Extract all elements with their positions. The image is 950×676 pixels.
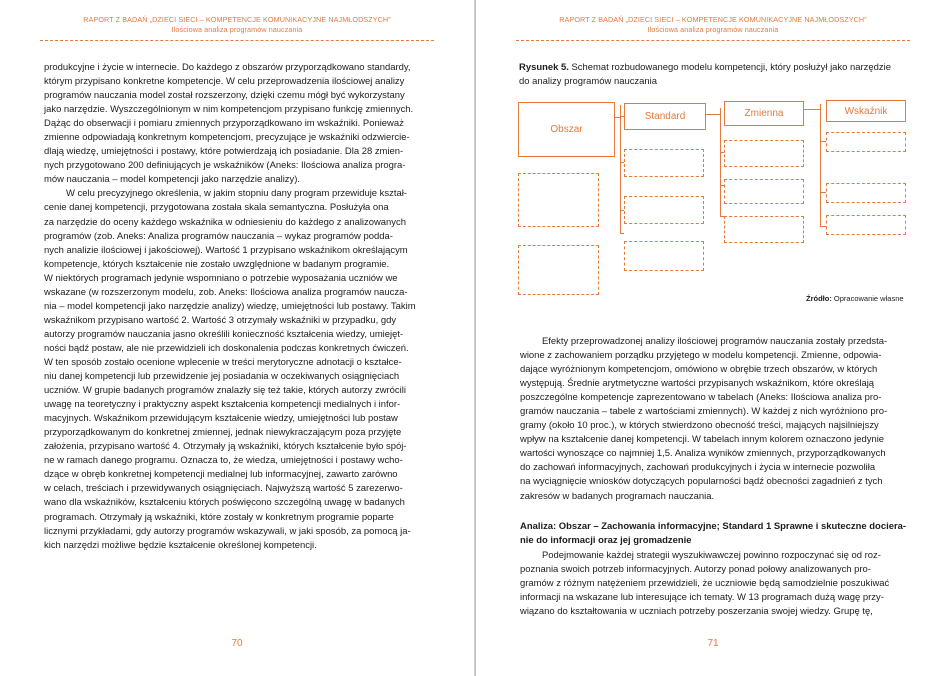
connector-line (706, 114, 720, 115)
text-line: wskaźnikom przypisano wartość 2. Wartość 3 otrzymały wskaźniki w przypadku, gdy (44, 314, 397, 326)
text-line: W ten sposób zostało ocenione wplecenie w treści merytoryczne adnotacji o kształce- (44, 356, 402, 368)
wskaznik-placeholder-box (826, 215, 906, 235)
text-line: uczniów. W grupie badanych programów znalazły się też takie, których autorzy zwrócili (44, 385, 406, 397)
figure-caption-line: Schemat rozbudowanego modelu kompetencji, który posłużył jako narzędzie (568, 62, 891, 73)
obszar-placeholder-box (518, 245, 599, 295)
left-body-text (44, 61, 433, 553)
connector-line (620, 105, 621, 233)
text-line: poszczególne kompetencje zaprezentowano w tabelach (Aneks: Ilościowa analiza pro- (520, 392, 882, 404)
text-line: zakresów w badanych programach nauczania. (520, 490, 715, 502)
text-line: ności bądź postaw, ale nie przewidzieli ich doskonalenia podczas konkretnych ćwiczeń. (44, 342, 409, 354)
standard-box: Standard (624, 103, 706, 130)
text-line: dające wyróżnionym kompetencjom, omówiono w obrębie trzech obszarów, w których (520, 364, 878, 376)
right-page (476, 0, 950, 676)
right-paragraph-2 (520, 549, 909, 619)
text-line: programach. Otrzymały ją wskaźniki, które zostały w konkretnym programie poparte (44, 511, 394, 523)
figure-caption (519, 61, 914, 89)
text-line: na wyciągnięcie wniosków dotyczących popularności bądź obecności zagadnień z tych (520, 476, 883, 488)
text-line: gramów nauczania – tabele z wartościami zmiennych). W każdej z nich wyróżniono pro- (520, 406, 888, 418)
text-line: Podejmowanie każdej strategii wyszukiwawczej powinno rozpoczynać się od roz- (542, 550, 881, 561)
text-line: za narzędzie do oceny każdego wskaźnika w odniesieniu do każdego z analizowanych (44, 216, 406, 228)
text-line: założenia, przypisano wartość 4. Otrzymały ją wskaźniki, których kształcenie było spój- (44, 441, 407, 453)
running-head-subtitle: Ilościowa analiza programów nauczania (647, 25, 779, 34)
text-line: wano dla wskaźników, kształceniu których poświęcono szczególną uwagę w badanych (44, 497, 405, 509)
standard-placeholder-box (624, 149, 704, 177)
wskaznik-box: Wskaźnik (826, 100, 906, 122)
heading-line: Analiza: Obszar – Zachowania informacyjne; Standard 1 Sprawne i skuteczne dociera- (520, 521, 907, 532)
obszar-box: Obszar (518, 102, 615, 157)
text-line: nia – model kompetencji jako narzędzie analizy) wiedzę, umiejętności lub postawy. Takim (44, 300, 416, 312)
source-text: Opracowanie własne (831, 294, 904, 303)
text-line: w celach, treściach i przewidywanych osiągnięciach. Najwyższą wartość 5 zarezerwo- (44, 483, 403, 495)
text-line: jako narzędzie. Wyszczególnionym w nim kompetencjom przypisano funkcję zmiennych. (44, 104, 414, 116)
competency-model-diagram (518, 100, 912, 290)
source-label: Źródło: (806, 294, 832, 303)
page-number-left: 70 (231, 638, 243, 649)
figure-caption-line: do analizy programów nauczania (519, 76, 657, 88)
text-line: wartości wynoszące co najmniej 1,5. Analiza wyników zmiennych, przyporządkowanych (520, 448, 886, 460)
text-line: produkcyjne i życie w internecie. Do każdego z obszarów przyporządkowano standardy, (44, 62, 411, 73)
zmienna-placeholder-box (724, 179, 804, 204)
text-line: poznania swoich potrzeb informacyjnych. Autorzy ponad połowy analizowanych pro- (520, 564, 871, 576)
text-line: którym przypisano konkretne kompetencje. W celu przeprowadzenia ilościowej analizy (44, 76, 405, 88)
figure-source (806, 294, 904, 303)
text-line: gramów z różnym natężeniem przewidzieli, że uczniowie będą samodzielnie poszukiwać (520, 578, 890, 590)
text-line: wskazane (w rozszerzonym modelu, zob. Aneks: Ilościowa analiza programów naucza- (44, 286, 408, 298)
wskaznik-placeholder-box (826, 183, 906, 203)
standard-placeholder-box (624, 241, 704, 271)
text-line: kich narzędzi możliwe będzie kształcenie określonej kompetencji. (44, 539, 317, 551)
text-line: informacji na wskazane lub interesujące ich tematy. W 13 programach dużą wagę przy- (520, 592, 884, 604)
text-line: wione z zachowaniem porządku przyjętego w modelu kompetencji. Zmienne, odpowia- (520, 350, 882, 362)
text-line: dlają wiedzę, umiejętności i postawy, które potwierdzają ich posiadanie. Dla 28 zmien- (44, 146, 404, 158)
text-line: przyporządkowanym do konkretnej zmiennej, jednak niewykraczającym poza przyjęte (44, 427, 402, 439)
text-line: autorzy programów nauczania jasno określili konieczność kształcenia wiedzy, umiejęt- (44, 328, 404, 340)
connector-line (804, 109, 820, 110)
section-heading (520, 520, 909, 548)
text-line: uwagę na teoretyczny i praktyczny aspekt kształcenia kompetencji medialnych i infor- (44, 399, 401, 411)
page-number-right: 71 (707, 638, 719, 649)
running-head-subtitle: Ilościowa analiza programów nauczania (171, 25, 303, 34)
running-head-title: RAPORT Z BADAŃ „DZIECI SIECI – KOMPETENCJE KOMUNIKACYJNE NAJMŁODSZYCH” (559, 15, 867, 24)
text-line: programów (zob. Aneks: Analiza programów nauczania – wykaz programów podda- (44, 230, 393, 242)
connector-line (620, 233, 624, 234)
zmienna-placeholder-box (724, 140, 804, 167)
text-line: nych analizie ilościowej i jakościowej). Wartość 1 przypisano wskaźnikom określającym (44, 244, 408, 256)
obszar-placeholder-box (518, 173, 599, 227)
text-line: wpływ na kształcenie danej kompetencji. W tabelach innym kolorem oznaczono jedynie (520, 434, 885, 446)
connector-line (820, 104, 821, 226)
text-line: wiązano do kształtowania w uczniach potrzeby poszerzania swojej wiedzy. Grupę tę, (520, 606, 873, 618)
text-line: zmienne odpowiadają konkretnym kompetencjom, precyzujące je wskaźniki odzwiercie- (44, 132, 410, 144)
header-rule (40, 40, 434, 41)
text-line: programów nauczania model został rozszerzony, dzięki czemu mógł być wykorzystany (44, 90, 405, 102)
running-head-right (516, 15, 910, 35)
connector-line (720, 108, 721, 216)
text-line: W niektórych programach jedynie wspomniano o potrzebie wyposażania uczniów we (44, 272, 398, 284)
running-head-left (40, 15, 434, 35)
text-line: Efekty przeprowadzonej analizy ilościowej programów nauczania zostały przedsta- (542, 336, 888, 347)
zmienna-placeholder-box (724, 216, 804, 243)
text-line: macyjnych. Wskaźnikom przewidującym kształcenie wiedzy, umiejętności lub postaw (44, 413, 398, 425)
text-line: mów nauczania – model kompetencji jako narzędzie analizy). (44, 174, 300, 186)
header-rule (516, 40, 910, 41)
wskaznik-placeholder-box (826, 132, 906, 152)
zmienna-box: Zmienna (724, 101, 804, 126)
figure-label: Rysunek 5. (519, 62, 569, 73)
standard-placeholder-box (624, 196, 704, 224)
text-line: ne w ramach danego programu. Oznacza to, że wiedza, umiejętności i postawy wcho- (44, 455, 403, 467)
text-line: licznymi przykładami, gdy autorzy programów wskazywali, w jaki sposób, za pomocą ja- (44, 525, 411, 537)
heading-line: nie do informacji oraz jej gromadzenie (520, 535, 692, 547)
text-line: gramy (około 10 proc.), w których stwierdzono obecność treści, mających najsilniejszy (520, 420, 879, 432)
text-line: do zachowań informacyjnych, zachowań produkcyjnych i życia w internecie pozwoliła (520, 462, 876, 474)
left-page (0, 0, 474, 676)
running-head-title: RAPORT Z BADAŃ „DZIECI SIECI – KOMPETENCJE KOMUNIKACYJNE NAJMŁODSZYCH” (83, 15, 391, 24)
right-paragraph-1 (520, 335, 909, 504)
text-line: nych przygotowano 200 definiujących je wskaźników (Aneks: Ilościowa analiza progra- (44, 160, 406, 172)
text-line: niu danej kompetencji lub przewidzenie jej posiadania w oczekiwanych osiągnięciach (44, 371, 400, 383)
text-line: występują. Średnie arytmetyczne wartości przypisanych wskaźnikom, które określają (520, 378, 875, 390)
text-line: cenie danej kompetencji, przygotowana została skala semantyczna. Posłużyła ona (44, 202, 389, 214)
text-line: Dążąc do obserwacji i pomiaru zmiennych przyporządkowano im wskaźniki. Ponieważ (44, 118, 404, 130)
text-line: kompetencje, których kształcenie nie zostało uwzględnione w badanym programie. (44, 258, 390, 270)
text-line: dzące w obręb konkretnej kompetencji medialnej lub informacyjnej, zawarto zarówno (44, 469, 398, 481)
text-line: W celu precyzyjnego określenia, w jakim stopniu dany program przewiduje kształ- (66, 188, 407, 200)
